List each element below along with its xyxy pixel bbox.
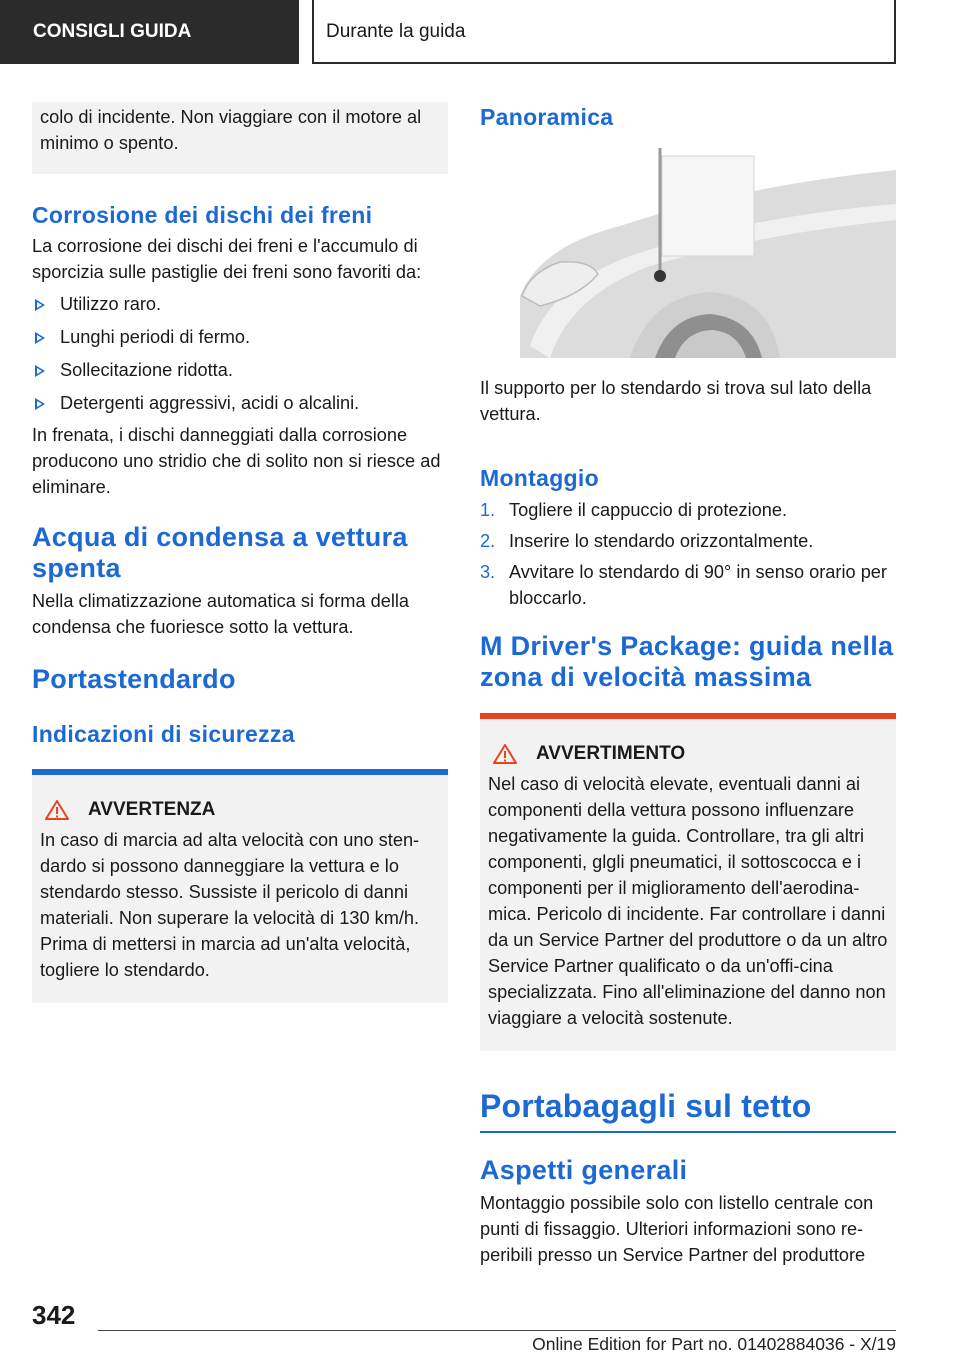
- brake-corrosion-section: [32, 200, 448, 500]
- warning-header: [40, 797, 440, 823]
- continued-text: colo di incidente. Non viaggiare con il motore al minimo o spento.: [40, 107, 422, 153]
- roof-rack-subheading: Aspetti generali: [480, 1155, 688, 1185]
- chapter-title: Durante la guida: [326, 21, 466, 42]
- brake-corrosion-outro: In frenata, i dischi danneggiati dalla corrosione producono uno stridio che di solito non si riesce ad eliminare.: [32, 425, 441, 497]
- flag-holder-car-illustration: [480, 146, 896, 358]
- warning-text: Nel caso di velocità elevate, eventuali danni ai componenti della vettura possono influenzare negativamente la guida. Controllare, tra gli altri componenti, glgli pneumatici, il sottoscocca e i componenti per il miglioramento dell'aerodina-mica. Pericolo di incidente. Far controllare i danni da un Service Partner del produttore o da un altro Service Partner qualificato o da un'offi-cina specializzata. Fino all'eliminazione del danno non viaggiare a velocità sostenute.: [488, 774, 888, 1028]
- step-number: 2.: [480, 531, 496, 551]
- flag-holder-subheading: Indicazioni di sicurezza: [32, 721, 295, 747]
- step-text: Avvitare lo stendardo di 90° in senso orario per bloccarlo.: [509, 562, 887, 608]
- m-drivers-warning-box: [480, 719, 896, 1051]
- footer-edition: Online Edition for Part no. 01402884036 - X/19: [532, 1334, 896, 1354]
- right-column: [480, 102, 896, 1268]
- mounting-heading: Montaggio: [480, 465, 599, 491]
- overview-heading: Panoramica: [480, 104, 614, 130]
- footer-rule: [98, 1330, 896, 1331]
- warning-box: [32, 775, 448, 1003]
- list-item-text: Sollecitazione ridotta.: [60, 360, 233, 380]
- step-text: Togliere il cappuccio di protezione.: [509, 500, 788, 520]
- step-number: 3.: [480, 562, 496, 582]
- mounting-steps: [480, 497, 896, 611]
- step-item: [480, 528, 896, 554]
- list-item-text: Utilizzo raro.: [60, 294, 162, 314]
- list-item-text: Detergenti aggressivi, acidi o alcalini.: [60, 393, 360, 413]
- list-item: [32, 357, 448, 383]
- triangle-bullet-icon: [35, 365, 45, 377]
- triangle-bullet-icon: [35, 299, 45, 311]
- triangle-bullet-icon: [35, 332, 45, 344]
- section-title: CONSIGLI GUIDA: [33, 21, 192, 42]
- heading-rule: [480, 1131, 896, 1133]
- step-item: [480, 559, 896, 611]
- section-tab: [0, 0, 299, 64]
- roof-rack-text: Montaggio possibile solo con listello centrale con punti di fissaggio. Ulteriori informazioni sono re-peribili presso un Service Partner del produttore: [480, 1193, 874, 1265]
- flag-holder-section: [32, 664, 448, 1003]
- warning-title: AVVERTENZA: [88, 799, 216, 820]
- condensation-section: [32, 522, 448, 640]
- warning-triangle-icon: [492, 743, 518, 765]
- step-number: 1.: [480, 500, 496, 520]
- continued-warning-box: [32, 102, 448, 174]
- m-drivers-heading: M Driver's Package: guida nella zona di velocità massima: [480, 631, 894, 692]
- warning-title: AVVERTIMENTO: [536, 743, 686, 764]
- list-item-text: Lunghi periodi di fermo.: [60, 327, 251, 347]
- brake-corrosion-intro: La corrosione dei dischi dei freni e l'accumulo di sporcizia sulle pastiglie dei freni sono favoriti da:: [32, 236, 422, 282]
- step-text: Inserire lo stendardo orizzontalmente.: [509, 531, 814, 551]
- condensation-heading: Acqua di condensa a vettura spenta: [32, 522, 408, 583]
- list-item: [32, 291, 448, 317]
- triangle-bullet-icon: [35, 398, 45, 410]
- brake-corrosion-heading: Corrosione dei dischi dei freni: [32, 202, 373, 228]
- condensation-text: Nella climatizzazione automatica si forma della condensa che fuoriesce sotto la vettura.: [32, 591, 410, 637]
- brake-corrosion-list: [32, 291, 448, 416]
- overview-caption: Il supporto per lo stendardo si trova sul lato della vettura.: [480, 378, 872, 424]
- warning-header: [488, 741, 888, 767]
- flag-holder-heading: Portastendardo: [32, 664, 236, 694]
- warning-text: In caso di marcia ad alta velocità con uno sten-dardo si possono danneggiare la vettura e lo stendardo stesso. Sussiste il pericolo di danni materiali. Non superare la velocità di 130 km/h. Prima di mettersi in marcia ad un'alta velocità, togliere lo stendardo.: [40, 830, 420, 980]
- list-item: [32, 324, 448, 350]
- warning-triangle-icon: [44, 799, 70, 821]
- list-item: [32, 390, 448, 416]
- page-number: 342: [32, 1300, 76, 1330]
- left-column: [32, 102, 448, 1003]
- roof-rack-heading: Portabagagli sul tetto: [480, 1088, 812, 1124]
- step-item: [480, 497, 896, 523]
- chapter-header: [312, 0, 896, 64]
